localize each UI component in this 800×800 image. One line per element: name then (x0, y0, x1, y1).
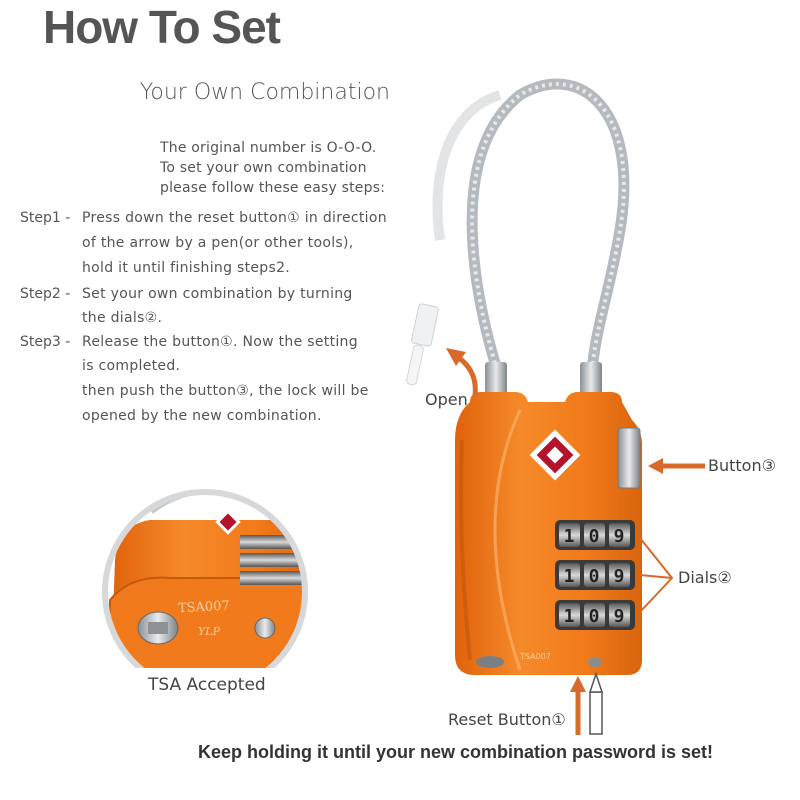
step1-label: Step1 - (20, 210, 71, 226)
dial-digit: 9 (613, 606, 625, 627)
button3-slider (618, 428, 640, 488)
step3-label: Step3 - (20, 334, 71, 350)
dial-digit: 9 (613, 526, 625, 547)
dial-digit: 0 (588, 526, 600, 547)
open-label: Open (425, 390, 468, 409)
cable-plug-ghost (411, 303, 439, 346)
bottom-note: Keep holding it until your new combination password is set! (198, 742, 714, 762)
step1-line-1: Press down the reset button① in direction (82, 210, 387, 226)
page-title: How To Set (42, 1, 280, 53)
step2-label: Step2 - (20, 286, 71, 302)
step2-line-2: the dials②. (82, 310, 163, 326)
pen-icon (590, 674, 602, 734)
step3-line-4: opened by the new combination. (82, 408, 322, 424)
combination-dial-row[interactable] (555, 520, 635, 550)
inset-engraving-brand: YLP (198, 625, 220, 638)
dial-digit: 1 (563, 526, 575, 547)
dials (555, 520, 635, 630)
reset-button-hole (476, 656, 504, 668)
reset-button-label: Reset Button① (448, 710, 566, 729)
inset-engraving-model: TSA007 (177, 598, 231, 617)
page-subtitle: Your Own Combination (139, 80, 390, 105)
step2-line-1: Set your own combination by turning (82, 286, 353, 302)
combination-dial-row[interactable] (555, 560, 635, 590)
dial-digit: 1 (563, 566, 575, 587)
body-engraving: TSA007 (520, 652, 551, 661)
step3-line-2: is completed. (82, 358, 181, 374)
dial-digit: 0 (588, 606, 600, 627)
intro-line-3: please follow these easy steps: (160, 180, 386, 196)
step1-line-3: hold it until finishing steps2. (82, 260, 291, 276)
step3-line-3: then push the button③, the lock will be (82, 383, 369, 399)
combination-dial-row[interactable] (555, 600, 635, 630)
tsa-accepted-label: TSA Accepted (148, 675, 266, 695)
intro-line-2: To set your own combination (160, 160, 367, 176)
step3-line-1: Release the button①. Now the setting (82, 334, 358, 350)
dials-label: Dials② (678, 568, 732, 587)
intro-line-1: The original number is O-O-O. (160, 140, 377, 156)
step1-line-2: of the arrow by a pen(or other tools), (82, 235, 354, 251)
cable-loop (472, 84, 624, 372)
button3-label: Button③ (708, 456, 776, 475)
dial-digit: 9 (613, 566, 625, 587)
dial-digit: 0 (588, 566, 600, 587)
dial-digit: 1 (563, 606, 575, 627)
